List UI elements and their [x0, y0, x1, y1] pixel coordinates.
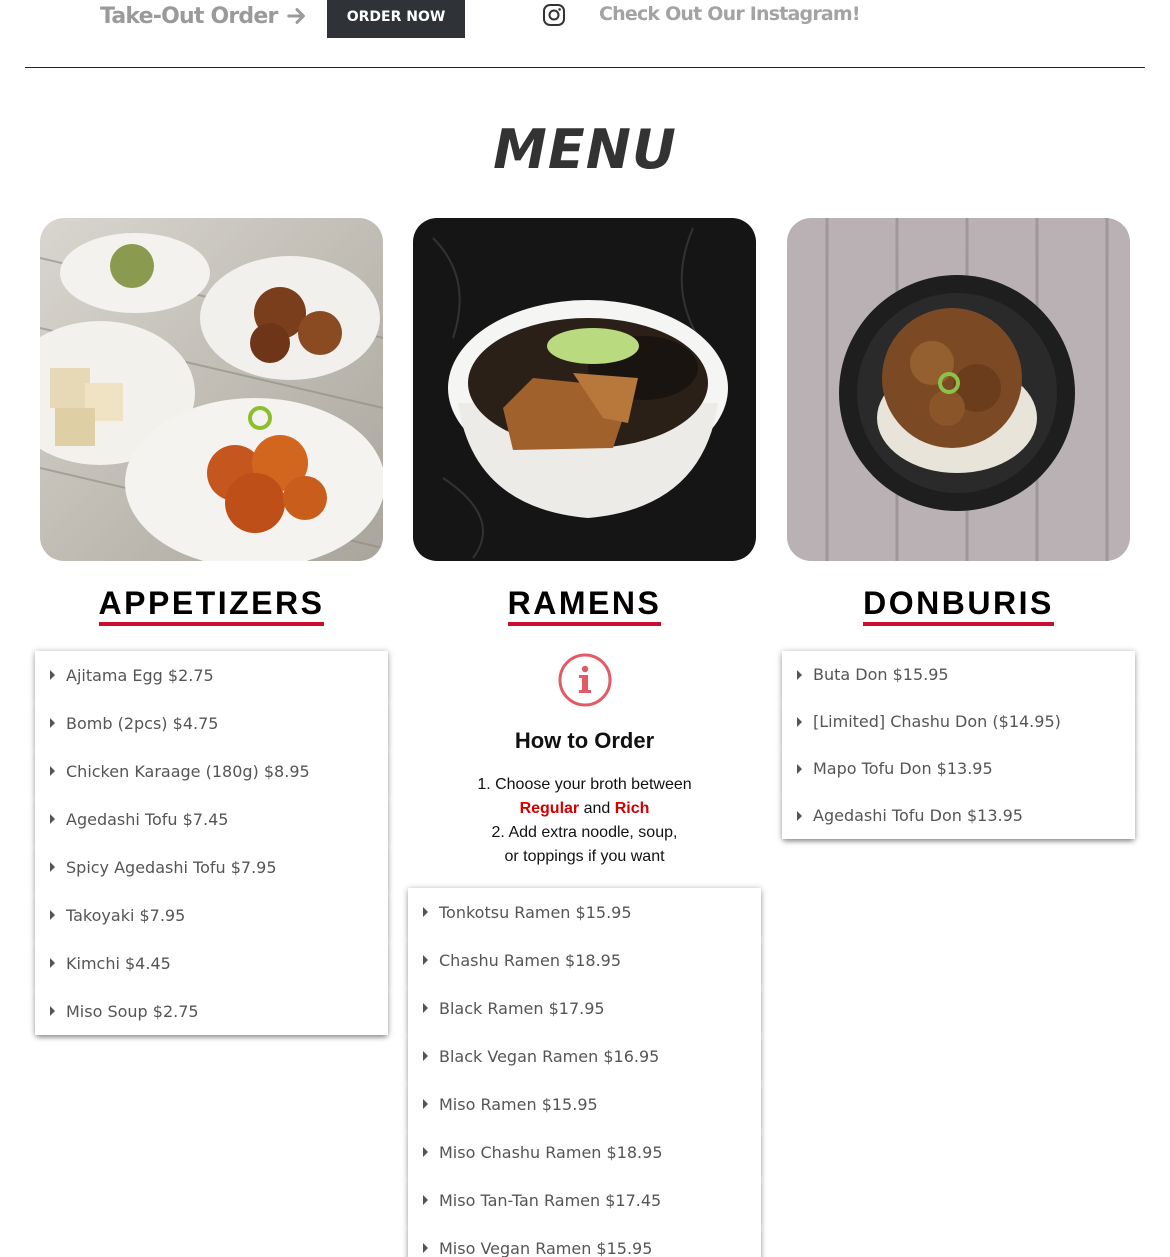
list-item[interactable]: [408, 1128, 761, 1176]
list-item[interactable]: [35, 843, 388, 891]
list-item[interactable]: [408, 1224, 761, 1257]
top-bar: [0, 0, 1170, 68]
ramens-heading-wrap: [413, 584, 756, 626]
caret-right-icon: [50, 718, 55, 728]
list-item[interactable]: [408, 984, 761, 1032]
appetizers-heading-wrap: [40, 584, 383, 626]
appetizers-heading: APPETIZERS: [99, 584, 325, 626]
item-label: Miso Chashu Ramen $18.95: [439, 1142, 663, 1162]
item-label: Miso Vegan Ramen $15.95: [439, 1238, 653, 1257]
donburis-heading-wrap: [787, 584, 1130, 626]
caret-right-icon: [797, 717, 802, 727]
caret-right-icon: [423, 1243, 428, 1253]
order-now-button[interactable]: ORDER NOW: [327, 0, 465, 38]
caret-right-icon: [50, 814, 55, 824]
broth-and: and: [583, 800, 611, 817]
item-label: Ajitama Egg $2.75: [66, 665, 214, 685]
list-item[interactable]: [782, 745, 1135, 792]
item-label: [Limited] Chashu Don ($14.95): [813, 712, 1061, 731]
item-label: Buta Don $15.95: [813, 665, 949, 684]
takeout-order-link[interactable]: [100, 0, 308, 32]
info-icon: [558, 653, 612, 707]
caret-right-icon: [423, 1003, 428, 1013]
caret-right-icon: [423, 907, 428, 917]
ramens-photo: [413, 218, 756, 561]
list-item[interactable]: [408, 1176, 761, 1224]
caret-right-icon: [423, 1147, 428, 1157]
list-item[interactable]: [35, 891, 388, 939]
menu-title: MENU: [493, 118, 677, 181]
appetizers-photo: [40, 218, 383, 561]
item-label: Bomb (2pcs) $4.75: [66, 713, 219, 733]
item-label: Kimchi $4.45: [66, 953, 171, 973]
caret-right-icon: [50, 910, 55, 920]
how-to-order-title: How to Order: [514, 728, 655, 753]
caret-right-icon: [797, 670, 802, 680]
caret-right-icon: [423, 1051, 428, 1061]
item-label: Agedashi Tofu $7.45: [66, 809, 229, 829]
header-divider: [25, 67, 1145, 68]
how-step-2: 2. Add extra noodle, soup,: [491, 824, 678, 841]
caret-right-icon: [50, 958, 55, 968]
list-item[interactable]: [35, 939, 388, 987]
list-item[interactable]: [35, 795, 388, 843]
caret-right-icon: [50, 670, 55, 680]
item-label: Agedashi Tofu Don $13.95: [813, 806, 1023, 825]
list-item[interactable]: [35, 987, 388, 1035]
appetizers-list: [35, 651, 388, 1035]
caret-right-icon: [50, 862, 55, 872]
list-item[interactable]: [408, 1080, 761, 1128]
caret-right-icon: [423, 1099, 428, 1109]
caret-right-icon: [423, 955, 428, 965]
caret-right-icon: [50, 766, 55, 776]
list-item[interactable]: [408, 1032, 761, 1080]
ramens-list: [408, 888, 761, 1257]
list-item[interactable]: [408, 888, 761, 936]
list-item[interactable]: [35, 699, 388, 747]
list-item[interactable]: [782, 698, 1135, 745]
caret-right-icon: [797, 764, 802, 774]
caret-right-icon: [797, 811, 802, 821]
ramens-heading: RAMENS: [508, 584, 662, 626]
arrow-right-icon: [286, 5, 308, 27]
how-to-order-text: [408, 773, 761, 869]
list-item[interactable]: [408, 936, 761, 984]
caret-right-icon: [423, 1195, 428, 1205]
instagram-icon[interactable]: [542, 3, 566, 27]
item-label: Mapo Tofu Don $13.95: [813, 759, 993, 778]
instagram-link[interactable]: Check Out Our Instagram!: [599, 3, 860, 25]
caret-right-icon: [50, 1006, 55, 1016]
takeout-order-label: Take-Out Order: [100, 3, 278, 29]
item-label: Tonkotsu Ramen $15.95: [439, 902, 632, 922]
item-label: Spicy Agedashi Tofu $7.95: [66, 857, 277, 877]
donburis-heading: DONBURIS: [863, 584, 1054, 626]
how-step-2-cont: or toppings if you want: [504, 848, 665, 865]
list-item[interactable]: [782, 651, 1135, 698]
how-step-1: 1. Choose your broth between: [477, 776, 692, 793]
item-label: Chicken Karaage (180g) $8.95: [66, 761, 310, 781]
broth-regular: Regular: [519, 800, 580, 817]
broth-rich: Rich: [614, 800, 650, 817]
donburis-photo: [787, 218, 1130, 561]
item-label: Chashu Ramen $18.95: [439, 950, 622, 970]
item-label: Black Vegan Ramen $16.95: [439, 1046, 660, 1066]
item-label: Black Ramen $17.95: [439, 998, 605, 1018]
item-label: Miso Tan-Tan Ramen $17.45: [439, 1190, 662, 1210]
how-broth-choices: [408, 797, 761, 821]
list-item[interactable]: [35, 651, 388, 699]
item-label: Miso Soup $2.75: [66, 1001, 199, 1021]
list-item[interactable]: [782, 792, 1135, 839]
list-item[interactable]: [35, 747, 388, 795]
item-label: Takoyaki $7.95: [66, 905, 186, 925]
item-label: Miso Ramen $15.95: [439, 1094, 598, 1114]
donburis-list: [782, 651, 1135, 839]
